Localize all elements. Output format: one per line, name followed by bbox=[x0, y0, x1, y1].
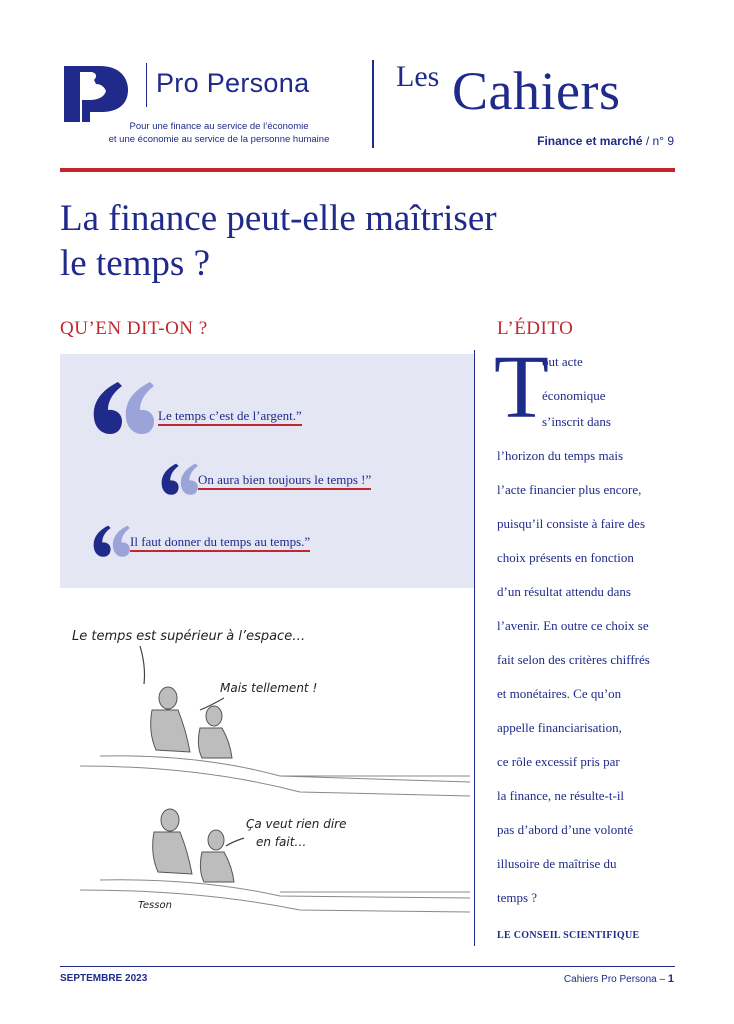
quote-mark-icon bbox=[90, 522, 130, 558]
quote-mark-icon bbox=[158, 460, 198, 496]
tagline-line-2: et une économie au service de la personne humaine bbox=[108, 134, 330, 145]
cartoon-caption-top: Le temps est supérieur à l’espace… bbox=[72, 629, 306, 644]
quote-3 bbox=[130, 534, 310, 550]
cartoon-bubble-1: Mais tellement ! bbox=[220, 681, 318, 695]
title-line-1: La finance peut-elle maîtriser bbox=[60, 198, 497, 239]
edito-line: s’inscrit dans bbox=[542, 414, 611, 429]
edito-line: choix présents en fonction bbox=[497, 550, 634, 565]
edito-line: et monétaires. Ce qu’on bbox=[497, 686, 622, 701]
section-heading-edito: L’ÉDITO bbox=[497, 318, 574, 339]
edito-line: appelle financiarisation, bbox=[497, 720, 622, 735]
edito-dropcap: T bbox=[494, 338, 549, 437]
edito-line: fait selon des critères chiffrés bbox=[497, 652, 650, 667]
edito-line: out acte bbox=[542, 354, 583, 369]
edito-line: l’horizon du temps mais bbox=[497, 448, 624, 463]
series-name: Finance et marché bbox=[537, 134, 643, 148]
quotes-box bbox=[60, 354, 474, 588]
quote-mark-icon bbox=[88, 376, 154, 436]
issue-label bbox=[480, 134, 674, 148]
footer-publication-name: Cahiers Pro Persona – bbox=[563, 974, 666, 985]
quote-1 bbox=[158, 408, 302, 424]
brand-name: Pro Persona bbox=[156, 68, 310, 98]
footer-date: SEPTEMBRE 2023 bbox=[60, 973, 148, 984]
issue-number: / n° 9 bbox=[645, 134, 674, 148]
header-separator bbox=[372, 60, 374, 148]
title-line-2: le temps ? bbox=[60, 243, 211, 284]
page-number: 1 bbox=[667, 973, 674, 985]
edito-line: économique bbox=[542, 388, 606, 403]
edito-line: d’un résultat attendu dans bbox=[497, 584, 631, 599]
edito-line: l’acte financier plus encore, bbox=[497, 482, 642, 497]
masthead-cahiers: Cahiers bbox=[452, 61, 621, 121]
header-rule bbox=[60, 168, 675, 172]
section-heading-quotes: QU’EN DIT-ON ? bbox=[60, 318, 208, 339]
edito-line: temps ? bbox=[497, 890, 538, 905]
column-separator bbox=[474, 350, 475, 946]
brand-separator bbox=[146, 63, 147, 107]
edito-line: illusoire de maîtrise du bbox=[497, 856, 617, 871]
cartoon-illustration bbox=[60, 606, 474, 926]
pro-persona-logo bbox=[60, 60, 130, 128]
quote-1-text: Le temps c’est de l’argent.” bbox=[158, 408, 302, 426]
masthead-les: Les bbox=[396, 60, 440, 93]
footer-rule bbox=[60, 966, 675, 967]
edito-line: pas d’abord d’une volonté bbox=[497, 822, 634, 837]
cartoon-bubble-2-line-2: en fait… bbox=[256, 835, 307, 849]
edito-signature: LE CONSEIL SCIENTIFIQUE bbox=[497, 930, 640, 941]
footer-publication bbox=[480, 973, 674, 985]
edito-line: puisqu’il consiste à faire des bbox=[497, 516, 646, 531]
quote-3-text: Il faut donner du temps au temps.” bbox=[130, 534, 310, 552]
cartoon-signature: Tesson bbox=[138, 900, 172, 911]
quote-2-text: On aura bien toujours le temps !” bbox=[198, 472, 371, 490]
edito-line: la finance, ne résulte-t-il bbox=[497, 788, 625, 803]
edito-line: l’avenir. En outre ce choix se bbox=[497, 618, 649, 633]
brand-tagline bbox=[74, 120, 364, 146]
edito-line: ce rôle excessif pris par bbox=[497, 754, 620, 769]
cartoon-bubble-2-line-1: Ça veut rien dire bbox=[246, 817, 347, 831]
page-title bbox=[60, 196, 680, 286]
tagline-line-1: Pour une finance au service de l’économie bbox=[129, 121, 309, 132]
quote-2 bbox=[198, 472, 371, 488]
